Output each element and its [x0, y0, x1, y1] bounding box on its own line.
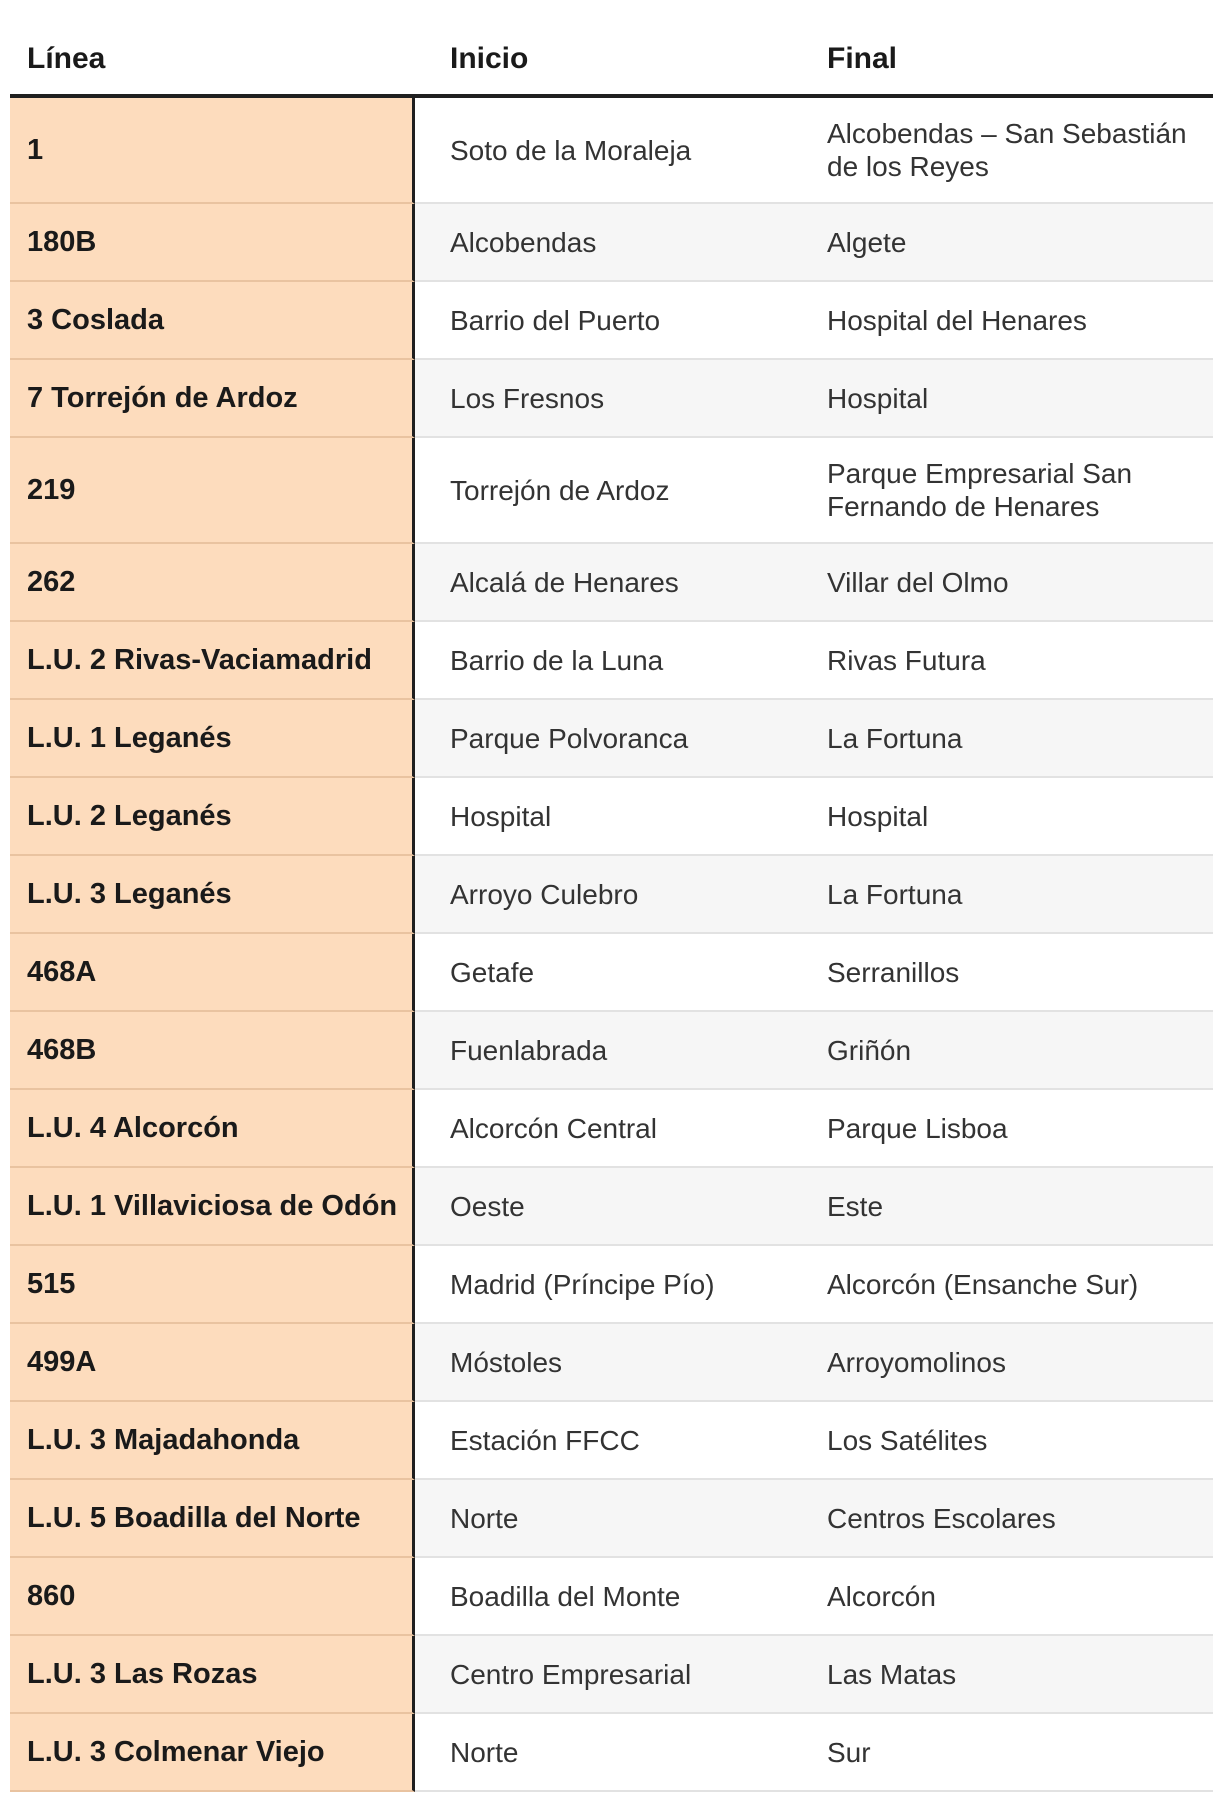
table-row	[10, 778, 1213, 856]
cell-linea: L.U. 1 Villaviciosa de Odón	[10, 1168, 415, 1246]
bus-lines-table	[10, 24, 1213, 1792]
table-row	[10, 1012, 1213, 1090]
cell-final: Arroyomolinos	[803, 1324, 1213, 1402]
table-body	[10, 98, 1213, 1792]
table-row	[10, 1246, 1213, 1324]
cell-linea: L.U. 2 Rivas-Vaciamadrid	[10, 622, 415, 700]
table-header	[10, 24, 1213, 98]
table-row	[10, 1168, 1213, 1246]
table-row	[10, 1714, 1213, 1792]
cell-inicio: Norte	[415, 1480, 803, 1558]
cell-inicio: Hospital	[415, 778, 803, 856]
table-row	[10, 856, 1213, 934]
cell-final: Hospital del Henares	[803, 282, 1213, 360]
header-inicio: Inicio	[450, 42, 529, 75]
cell-inicio: Móstoles	[415, 1324, 803, 1402]
table-row	[10, 622, 1213, 700]
cell-inicio: Fuenlabrada	[415, 1012, 803, 1090]
cell-inicio: Barrio del Puerto	[415, 282, 803, 360]
cell-linea: L.U. 5 Boadilla del Norte	[10, 1480, 415, 1558]
cell-inicio: Madrid (Príncipe Pío)	[415, 1246, 803, 1324]
cell-inicio: Estación FFCC	[415, 1402, 803, 1480]
cell-final: Parque Lisboa	[803, 1090, 1213, 1168]
cell-linea: 7 Torrejón de Ardoz	[10, 360, 415, 438]
cell-linea: L.U. 2 Leganés	[10, 778, 415, 856]
header-linea: Línea	[27, 42, 106, 75]
table-row	[10, 360, 1213, 438]
table-row	[10, 934, 1213, 1012]
cell-final: Hospital	[803, 360, 1213, 438]
table-row	[10, 204, 1213, 282]
cell-inicio: Alcalá de Henares	[415, 544, 803, 622]
table-row	[10, 1090, 1213, 1168]
cell-linea: 1	[10, 98, 415, 204]
cell-inicio: Getafe	[415, 934, 803, 1012]
cell-linea: 262	[10, 544, 415, 622]
cell-final: Alcorcón (Ensanche Sur)	[803, 1246, 1213, 1324]
cell-linea: 3 Coslada	[10, 282, 415, 360]
cell-final: Las Matas	[803, 1636, 1213, 1714]
cell-inicio: Alcobendas	[415, 204, 803, 282]
table-row	[10, 1324, 1213, 1402]
cell-linea: 515	[10, 1246, 415, 1324]
cell-inicio: Norte	[415, 1714, 803, 1792]
cell-inicio: Parque Polvoranca	[415, 700, 803, 778]
table-row	[10, 438, 1213, 544]
table-row	[10, 1636, 1213, 1714]
cell-linea: 468A	[10, 934, 415, 1012]
header-final: Final	[827, 42, 898, 75]
table-row	[10, 544, 1213, 622]
cell-inicio: Boadilla del Monte	[415, 1558, 803, 1636]
cell-final: Los Satélites	[803, 1402, 1213, 1480]
cell-final: Parque Empresarial San Fernando de Henares	[803, 438, 1213, 544]
cell-final: La Fortuna	[803, 856, 1213, 934]
cell-linea: L.U. 3 Majadahonda	[10, 1402, 415, 1480]
table-row	[10, 1402, 1213, 1480]
table-row	[10, 1480, 1213, 1558]
cell-linea: 499A	[10, 1324, 415, 1402]
cell-final: Centros Escolares	[803, 1480, 1213, 1558]
cell-inicio: Barrio de la Luna	[415, 622, 803, 700]
cell-inicio: Soto de la Moraleja	[415, 98, 803, 204]
cell-inicio: Arroyo Culebro	[415, 856, 803, 934]
cell-linea: L.U. 3 Colmenar Viejo	[10, 1714, 415, 1792]
cell-final: Villar del Olmo	[803, 544, 1213, 622]
cell-final: Sur	[803, 1714, 1213, 1792]
cell-inicio: Alcorcón Central	[415, 1090, 803, 1168]
cell-final: Este	[803, 1168, 1213, 1246]
cell-linea: L.U. 1 Leganés	[10, 700, 415, 778]
cell-linea: L.U. 4 Alcorcón	[10, 1090, 415, 1168]
cell-linea: L.U. 3 Leganés	[10, 856, 415, 934]
cell-inicio: Los Fresnos	[415, 360, 803, 438]
cell-final: La Fortuna	[803, 700, 1213, 778]
cell-linea: 468B	[10, 1012, 415, 1090]
cell-inicio: Oeste	[415, 1168, 803, 1246]
cell-final: Rivas Futura	[803, 622, 1213, 700]
cell-final: Hospital	[803, 778, 1213, 856]
cell-linea: 180B	[10, 204, 415, 282]
table-row	[10, 98, 1213, 204]
cell-final: Serranillos	[803, 934, 1213, 1012]
cell-linea: L.U. 3 Las Rozas	[10, 1636, 415, 1714]
cell-inicio: Centro Empresarial	[415, 1636, 803, 1714]
cell-inicio: Torrejón de Ardoz	[415, 438, 803, 544]
table-row	[10, 1558, 1213, 1636]
cell-linea: 860	[10, 1558, 415, 1636]
table-row	[10, 700, 1213, 778]
cell-final: Algete	[803, 204, 1213, 282]
cell-linea: 219	[10, 438, 415, 544]
table-row	[10, 282, 1213, 360]
cell-final: Alcobendas – San Sebastián de los Reyes	[803, 98, 1213, 204]
cell-final: Alcorcón	[803, 1558, 1213, 1636]
cell-final: Griñón	[803, 1012, 1213, 1090]
